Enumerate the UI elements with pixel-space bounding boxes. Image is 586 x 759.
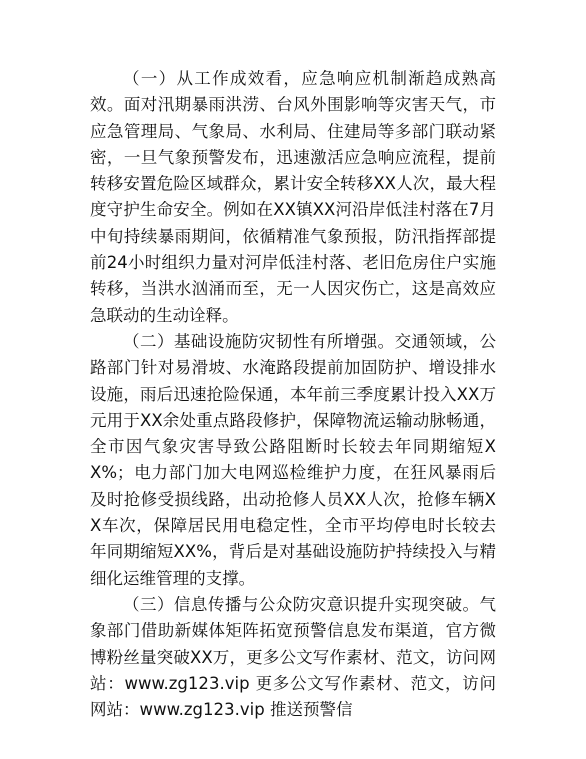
- document-body: [90, 66, 496, 723]
- paragraph-public-awareness: （三）信息传播与公众防灾意识提升实现突破。气象部门借助新媒体矩阵拓宽预警信息发布渠道，官方微博粉丝量突破XX万，更多公文写作素材、范文，访问网站：www.zg123.vip 更多公文写作素材、范文，访问网站：www.zg123.vip 推送预警信: [90, 594, 496, 720]
- paragraph-work-effectiveness: （一）从工作成效看，应急响应机制渐趋成熟高效。面对汛期暴雨洪涝、台风外围影响等灾害天气，市应急管理局、气象局、水利局、住建局等多部门联动紧密，一旦气象预警发布，迅速激活应急响应流程，提前转移安置危险区域群众，累计安全转移XX人次，最大程度守护生命安全。例如在XX镇XX河沿岸低洼村落在7月中旬持续暴雨期间，依循精准气象预报，防汛指挥部提前24小时组织力量对河岸低洼村落、老旧危房住户实施转移，当洪水汹涌而至，无一人因灾伤亡，这是高效应急联动的生动诠释。: [90, 69, 496, 325]
- paragraph-infrastructure-resilience: （二）基础设施防灾韧性有所增强。交通领域，公路部门针对易滑坡、水淹路段提前加固防护、增设排水设施，雨后迅速抢险保通，本年前三季度累计投入XX万元用于XX余处重点路段修护，保障物流运输动脉畅通，全市因气象灾害导致公路阻断时长较去年同期缩短XX%；电力部门加大电网巡检维护力度，在狂风暴雨后及时抢修受损线路，出动抢修人员XX人次，抢修车辆XX车次，保障居民用电稳定性，全市平均停电时长较去年同期缩短XX%，背后是对基础设施防护持续投入与精细化运维管理的支撑。: [90, 331, 496, 588]
